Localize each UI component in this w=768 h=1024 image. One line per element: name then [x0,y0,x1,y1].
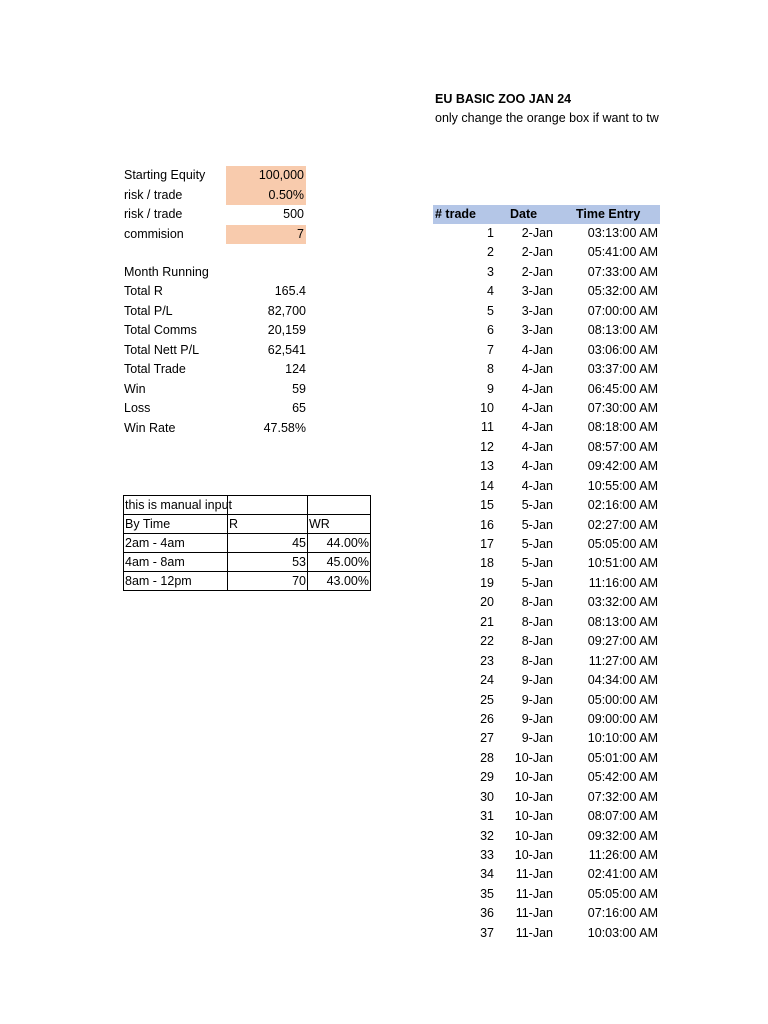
trade-number-cell[interactable]: 23 [480,653,494,668]
summary-label: Total R [124,284,163,298]
trade-time-cell[interactable]: 05:00:00 AM [587,692,658,707]
settings-value-cell[interactable]: 100,000 [226,166,306,186]
settings-label: risk / trade [124,187,183,202]
trade-number-cell[interactable]: 6 [487,323,494,338]
trade-row [433,224,660,243]
trade-number-cell[interactable]: 3 [487,264,494,279]
trade-date-cell[interactable]: 4-Jan [521,400,553,415]
trade-time-cell[interactable]: 07:32:00 AM [587,789,658,804]
trade-date-cell[interactable]: 8-Jan [521,653,553,668]
trade-row [433,729,660,748]
trade-number-cell[interactable]: 30 [480,789,494,804]
trade-number-cell[interactable]: 8 [487,362,494,377]
trade-time-cell[interactable]: 04:34:00 AM [587,673,658,688]
trade-row [433,768,660,787]
settings-value-cell[interactable]: 0.50% [226,186,306,206]
trade-date-cell[interactable]: 10-Jan [514,789,553,804]
trade-row [433,924,660,943]
trade-date-cell[interactable]: 4-Jan [521,459,553,474]
trade-number-cell[interactable]: 14 [480,478,494,493]
trade-number-cell[interactable]: 32 [480,828,494,843]
trade-time-cell[interactable]: 10:55:00 AM [587,478,658,493]
trade-row [433,438,660,457]
trade-number-cell[interactable]: 19 [480,575,494,590]
trade-time-cell[interactable]: 06:45:00 AM [587,381,658,396]
summary-row [124,399,308,419]
trade-number-cell[interactable]: 16 [480,517,494,532]
trade-date-cell[interactable]: 4-Jan [521,362,553,377]
trade-date-cell[interactable]: 2-Jan [521,264,553,279]
trade-date-cell[interactable]: 9-Jan [521,692,553,707]
settings-value-cell[interactable]: 7 [226,225,306,245]
trade-date-cell[interactable]: 11-Jan [515,925,553,940]
trade-time-cell[interactable]: 09:27:00 AM [587,634,658,649]
trade-number-cell[interactable]: 22 [480,634,494,649]
manual-empty-cell[interactable] [308,496,371,515]
trade-row [433,263,660,282]
trade-time-cell[interactable]: 08:07:00 AM [587,809,658,824]
trade-number-cell[interactable]: 27 [480,731,494,746]
trade-number-cell[interactable]: 25 [480,692,494,707]
trade-number-cell[interactable]: 37 [480,925,494,940]
summary-value[interactable]: 59 [292,381,306,396]
trade-time-cell[interactable]: 08:13:00 AM [587,614,658,629]
trade-date-cell[interactable]: 8-Jan [521,634,553,649]
trade-number-cell[interactable]: 9 [487,381,494,396]
trade-row [433,632,660,651]
trade-date-cell[interactable]: 5-Jan [521,556,553,571]
trade-row [433,282,660,301]
header-date[interactable]: Date [510,207,538,221]
trade-number-cell[interactable]: 17 [480,537,494,551]
trade-row [433,535,660,554]
trade-number-cell[interactable]: 18 [480,556,494,571]
sheet-note: only change the orange box if want to tw [435,111,659,125]
trade-date-cell[interactable]: 10-Jan [514,809,553,824]
trade-number-cell[interactable]: 34 [480,867,494,882]
trade-row [433,827,660,846]
trade-time-cell[interactable]: 09:32:00 AM [587,828,658,843]
trade-date-cell[interactable]: 5-Jan [521,575,553,590]
trade-date-cell[interactable]: 8-Jan [521,614,553,629]
summary-row [124,302,308,322]
trade-time-cell[interactable]: 05:42:00 AM [587,770,658,785]
trade-date-cell[interactable]: 5-Jan [521,498,553,513]
trade-row [433,613,660,632]
trade-row [433,652,660,671]
trade-time-cell[interactable]: 03:32:00 AM [587,595,658,610]
trade-number-cell[interactable]: 15 [480,498,494,513]
trade-log [433,224,660,943]
summary-label: Win [124,381,146,396]
summary-row [124,282,308,302]
manual-wr-cell[interactable]: 45.00% [308,553,371,572]
trade-date-cell[interactable]: 9-Jan [521,711,553,726]
trade-row [433,321,660,340]
settings-row [124,225,308,245]
trade-time-cell[interactable]: 11:16:00 AM [588,575,658,590]
manual-header-time[interactable]: By Time [124,515,228,534]
trade-row [433,904,660,923]
trade-number-cell[interactable]: 31 [480,809,494,824]
trade-time-cell[interactable]: 08:18:00 AM [587,420,658,435]
trade-number-cell[interactable]: 11 [481,420,494,435]
trade-time-cell[interactable]: 02:16:00 AM [587,498,658,513]
trade-time-cell[interactable]: 07:00:00 AM [587,303,658,318]
trade-time-cell[interactable]: 10:10:00 AM [587,731,658,746]
trade-date-cell[interactable]: 10-Jan [514,828,553,843]
summary-row [124,321,308,341]
settings-row [124,166,308,186]
trade-row [433,846,660,865]
trade-number-cell[interactable]: 20 [480,595,494,610]
trade-date-cell[interactable]: 2-Jan [521,226,553,240]
summary-label: Total Trade [124,362,186,376]
summary-row [124,360,308,380]
trade-number-cell[interactable]: 10 [480,400,494,415]
trade-date-cell[interactable]: 10-Jan [514,770,553,785]
summary-value[interactable]: 65 [292,401,306,415]
trade-time-cell[interactable]: 08:13:00 AM [587,323,658,338]
summary-value[interactable]: 165.4 [274,284,306,298]
trade-time-cell[interactable]: 10:51:00 AM [587,556,658,571]
summary-row [124,380,308,400]
trade-date-cell[interactable]: 5-Jan [521,537,553,551]
trade-time-cell[interactable]: 11:27:00 AM [588,653,658,668]
trade-number-cell[interactable]: 28 [480,750,494,765]
summary-value[interactable]: 47.58% [263,420,306,435]
summary-label: Win Rate [124,420,176,435]
trade-time-cell[interactable]: 03:37:00 AM [587,362,658,377]
settings-value-cell[interactable]: 500 [283,207,304,222]
settings-label: commision [124,226,184,241]
trade-date-cell[interactable]: 5-Jan [521,517,553,532]
trade-number-cell[interactable]: 29 [480,770,494,785]
manual-wr-cell[interactable]: 43.00% [308,572,371,591]
sheet-title: EU BASIC ZOO JAN 24 [435,92,572,106]
trade-row [433,749,660,768]
trade-row [433,691,660,710]
trade-time-cell[interactable]: 07:33:00 AM [587,264,658,279]
manual-input-table [123,495,371,591]
manual-row [124,572,371,591]
manual-header-wr[interactable]: WR [308,515,371,534]
trade-date-cell[interactable]: 10-Jan [514,750,553,765]
trade-number-cell[interactable]: 26 [480,711,494,726]
trade-date-cell[interactable]: 2-Jan [521,245,553,260]
manual-row [124,553,371,572]
manual-time-cell[interactable]: 4am - 8am [124,553,228,572]
trade-date-cell[interactable]: 11-Jan [515,886,553,901]
manual-r-cell[interactable]: 53 [228,553,308,572]
manual-row [124,534,371,553]
trade-date-cell[interactable]: 11-Jan [515,906,553,921]
trade-log-header [433,205,660,224]
summary-row [124,419,308,439]
trade-date-cell[interactable]: 4-Jan [521,439,553,454]
settings-row [124,205,308,225]
trade-time-cell[interactable]: 05:05:00 AM [587,537,658,551]
settings-row [124,186,308,206]
trade-time-cell[interactable]: 05:41:00 AM [587,245,658,260]
trade-row [433,380,660,399]
trade-time-cell[interactable]: 10:03:00 AM [587,925,658,940]
summary-value[interactable]: 20,159 [267,323,306,337]
trade-time-cell[interactable]: 05:01:00 AM [587,750,658,765]
trade-number-cell[interactable]: 12 [480,439,494,454]
trade-date-cell[interactable]: 10-Jan [514,848,553,862]
trade-date-cell[interactable]: 3-Jan [521,303,553,318]
trade-date-cell[interactable]: 9-Jan [521,731,553,746]
trade-time-cell[interactable]: 09:42:00 AM [587,459,658,474]
manual-empty-cell[interactable] [228,496,308,515]
settings-label: Starting Equity [124,168,206,182]
trade-date-cell[interactable]: 4-Jan [521,381,553,396]
trade-row [433,788,660,807]
trade-row [433,865,660,884]
trade-row [433,807,660,826]
trade-time-cell[interactable]: 03:06:00 AM [587,342,658,357]
trade-time-cell[interactable]: 05:05:00 AM [587,886,658,901]
trade-date-cell[interactable]: 9-Jan [521,673,553,688]
trade-number-cell[interactable]: 2 [487,245,494,260]
trade-row [433,516,660,535]
trade-number-cell[interactable]: 4 [487,284,494,299]
manual-r-cell[interactable]: 70 [228,572,308,591]
trade-row [433,341,660,360]
trade-number-cell[interactable]: 13 [480,459,494,474]
trade-date-cell[interactable]: 4-Jan [521,420,553,435]
trade-date-cell[interactable]: 3-Jan [521,284,553,299]
trade-row [433,457,660,476]
summary-value[interactable]: 62,541 [267,342,306,357]
summary-label: Total Nett P/L [124,342,200,357]
trade-number-cell[interactable]: 7 [487,342,494,357]
summary-label: Total P/L [124,303,173,318]
trade-row [433,418,660,437]
trade-row [433,302,660,321]
trade-time-cell[interactable]: 02:27:00 AM [587,517,658,532]
trade-number-cell[interactable]: 35 [480,886,494,901]
trade-row [433,477,660,496]
trade-date-cell[interactable]: 8-Jan [521,595,553,610]
manual-header-r[interactable]: R [228,515,308,534]
trade-time-cell[interactable]: 07:30:00 AM [587,400,658,415]
trade-time-cell[interactable]: 09:00:00 AM [587,711,658,726]
manual-wr-cell[interactable]: 44.00% [308,534,371,553]
trade-number-cell[interactable]: 33 [480,848,494,862]
trade-row [433,496,660,515]
trade-date-cell[interactable]: 3-Jan [521,323,553,338]
trade-time-cell[interactable]: 02:41:00 AM [587,867,658,882]
header-time-entry[interactable]: Time Entry [576,207,641,221]
trade-row [433,554,660,573]
trade-time-cell[interactable]: 03:13:00 AM [587,226,658,240]
trade-time-cell[interactable]: 07:16:00 AM [587,906,658,921]
trade-time-cell[interactable]: 08:57:00 AM [587,439,658,454]
trade-number-cell[interactable]: 1 [487,226,494,240]
manual-r-cell[interactable]: 45 [228,534,308,553]
summary-row [124,341,308,361]
trade-row [433,243,660,262]
trade-date-cell[interactable]: 11-Jan [515,867,553,882]
settings-label: risk / trade [124,207,183,222]
trade-row [433,574,660,593]
summary-label: Total Comms [124,323,197,337]
trade-row [433,593,660,612]
summary-value[interactable]: 82,700 [267,303,306,318]
trade-row [433,710,660,729]
trade-number-cell[interactable]: 36 [480,906,494,921]
trade-number-cell[interactable]: 21 [480,614,494,629]
trade-row [433,399,660,418]
manual-note-cell[interactable] [124,496,233,515]
trade-row [433,671,660,690]
trade-date-cell[interactable]: 4-Jan [521,342,553,357]
manual-note: this is manual input [125,498,233,512]
summary-heading: Month Running [124,265,209,279]
trade-date-cell[interactable]: 4-Jan [521,478,553,493]
summary-value[interactable]: 124 [285,362,306,376]
summary-label: Loss [124,401,151,415]
trade-row [433,885,660,904]
manual-time-cell[interactable]: 2am - 4am [124,534,228,553]
trade-time-cell[interactable]: 11:26:00 AM [588,848,658,862]
trade-number-cell[interactable]: 24 [480,673,494,688]
trade-number-cell[interactable]: 5 [487,303,494,318]
trade-time-cell[interactable]: 05:32:00 AM [587,284,658,299]
trade-row [433,360,660,379]
manual-time-cell[interactable]: 8am - 12pm [124,572,228,591]
header-trade-number[interactable]: # trade [435,207,476,221]
